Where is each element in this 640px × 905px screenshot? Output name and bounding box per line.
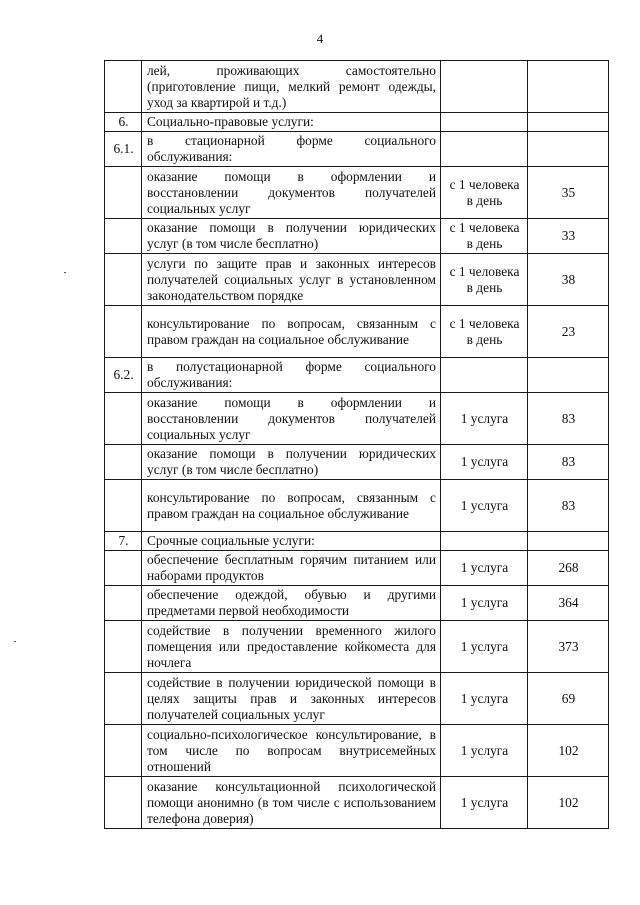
unit-of-service: с 1 человека в день <box>441 219 528 254</box>
service-price <box>528 358 609 393</box>
row-number <box>105 61 142 113</box>
unit-of-service: 1 услуга <box>441 725 528 777</box>
unit-of-service <box>441 113 528 132</box>
service-price: 83 <box>528 480 609 532</box>
unit-of-service <box>441 532 528 551</box>
row-number: 6. <box>105 113 142 132</box>
row-number <box>105 586 142 621</box>
unit-of-service <box>441 358 528 393</box>
services-price-table <box>104 60 609 829</box>
row-number <box>105 621 142 673</box>
service-name: консультирование по вопросам, связанным с правом граждан на социальное обслуживание <box>142 306 441 358</box>
unit-of-service: с 1 человека в день <box>441 306 528 358</box>
unit-of-service: с 1 человека в день <box>441 254 528 306</box>
service-name: услуги по защите прав и законных интересов получателей социальных услуг в установленном законодательством порядке <box>142 254 441 306</box>
table-row <box>105 621 609 673</box>
unit-of-service: 1 услуга <box>441 551 528 586</box>
table-row <box>105 586 609 621</box>
service-name: обеспечение бесплатным горячим питанием или наборами продуктов <box>142 551 441 586</box>
service-name: лей, проживающих самостоятельно (приготовление пищи, мелкий ремонт одежды, уход за квартирой и т.д.) <box>142 61 441 113</box>
row-number <box>105 673 142 725</box>
row-number: 6.2. <box>105 358 142 393</box>
service-price: 268 <box>528 551 609 586</box>
subsection-row <box>105 358 609 393</box>
unit-of-service <box>441 132 528 167</box>
subsection-title: в стационарной форме социального обслуживания: <box>142 132 441 167</box>
table-row <box>105 445 609 480</box>
margin-mark <box>14 641 16 642</box>
service-price: 83 <box>528 445 609 480</box>
service-name: оказание помощи в получении юридических услуг (в том числе бесплатно) <box>142 219 441 254</box>
row-number <box>105 445 142 480</box>
section-title: Срочные социальные услуги: <box>142 532 441 551</box>
service-name: содействие в получении юридической помощи в целях защиты прав и законных интересов получателей социальных услуг <box>142 673 441 725</box>
service-price <box>528 132 609 167</box>
service-name: оказание помощи в получении юридических услуг (в том числе бесплатно) <box>142 445 441 480</box>
service-price: 69 <box>528 673 609 725</box>
unit-of-service: 1 услуга <box>441 445 528 480</box>
service-price: 35 <box>528 167 609 219</box>
service-name: оказание помощи в оформлении и восстановлении документов получателей социальных услуг <box>142 393 441 445</box>
row-number <box>105 306 142 358</box>
service-price: 102 <box>528 777 609 829</box>
service-price <box>528 61 609 113</box>
service-price: 33 <box>528 219 609 254</box>
unit-of-service <box>441 61 528 113</box>
service-price: 23 <box>528 306 609 358</box>
table-row <box>105 725 609 777</box>
service-price: 102 <box>528 725 609 777</box>
row-number: 6.1. <box>105 132 142 167</box>
service-name: социально-психологическое консультирование, в том числе по вопросам внутрисемейных отношений <box>142 725 441 777</box>
row-number <box>105 551 142 586</box>
service-price: 38 <box>528 254 609 306</box>
table-row <box>105 393 609 445</box>
section-row <box>105 532 609 551</box>
service-price: 364 <box>528 586 609 621</box>
unit-of-service: с 1 человека в день <box>441 167 528 219</box>
row-number <box>105 480 142 532</box>
row-number: 7. <box>105 532 142 551</box>
table-row <box>105 673 609 725</box>
unit-of-service: 1 услуга <box>441 393 528 445</box>
service-price <box>528 532 609 551</box>
row-number <box>105 219 142 254</box>
service-price: 83 <box>528 393 609 445</box>
table-row <box>105 480 609 532</box>
service-name: обеспечение одеждой, обувью и другими предметами первой необходимости <box>142 586 441 621</box>
table-row <box>105 551 609 586</box>
section-title: Социально-правовые услуги: <box>142 113 441 132</box>
table-row <box>105 167 609 219</box>
table-row <box>105 61 609 113</box>
row-number <box>105 167 142 219</box>
section-row <box>105 113 609 132</box>
service-name: оказание консультационной психологической помощи анонимно (в том числе с использованием телефона доверия) <box>142 777 441 829</box>
subsection-row <box>105 132 609 167</box>
row-number <box>105 254 142 306</box>
service-price <box>528 113 609 132</box>
subsection-title: в полустационарной форме социального обслуживания: <box>142 358 441 393</box>
table-row <box>105 777 609 829</box>
row-number <box>105 393 142 445</box>
table-row <box>105 219 609 254</box>
row-number <box>105 725 142 777</box>
page-number: 4 <box>316 31 324 46</box>
service-price: 373 <box>528 621 609 673</box>
table-row <box>105 306 609 358</box>
service-name: содействие в получении временного жилого помещения или предоставление койкоместа для ночлега <box>142 621 441 673</box>
unit-of-service: 1 услуга <box>441 777 528 829</box>
unit-of-service: 1 услуга <box>441 586 528 621</box>
service-name: консультирование по вопросам, связанным с правом граждан на социальное обслуживание <box>142 480 441 532</box>
service-name: оказание помощи в оформлении и восстановлении документов получателей социальных услуг <box>142 167 441 219</box>
table-row <box>105 254 609 306</box>
unit-of-service: 1 услуга <box>441 480 528 532</box>
margin-mark <box>64 272 66 273</box>
row-number <box>105 777 142 829</box>
unit-of-service: 1 услуга <box>441 621 528 673</box>
unit-of-service: 1 услуга <box>441 673 528 725</box>
